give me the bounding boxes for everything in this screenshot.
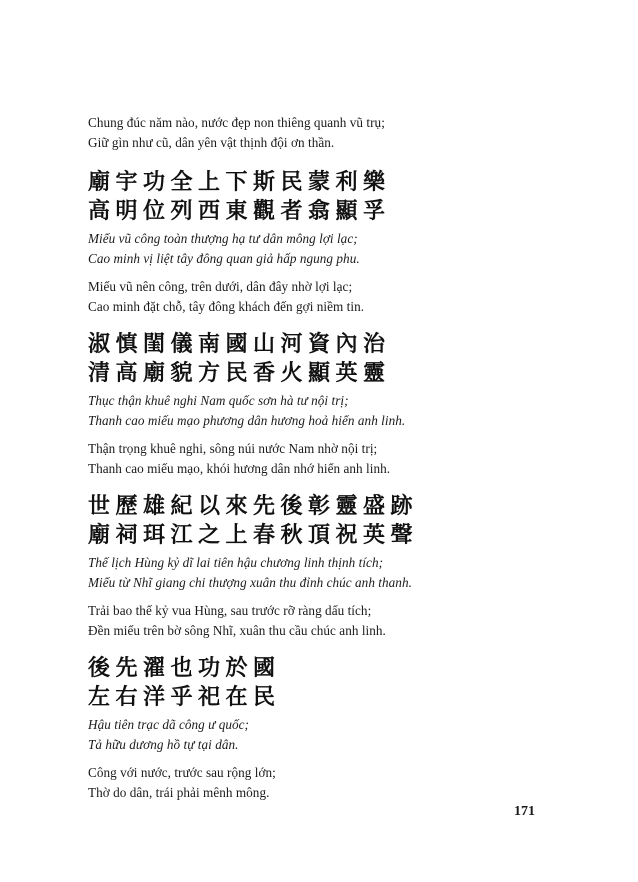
document-page bbox=[88, 113, 568, 802]
translation-line: Đền miếu trên bờ sông Nhĩ, xuân thu cầu chúc anh linh. bbox=[88, 622, 386, 638]
page-number: 171 bbox=[514, 804, 535, 819]
han-couplet-line: 廟宇功全上下斯民蒙利樂 bbox=[88, 169, 391, 195]
translation-line: Trải bao thế kỷ vua Hùng, sau trước rỡ ràng dấu tích; bbox=[88, 603, 372, 618]
han-couplet-line: 左右洋乎祀在民 bbox=[88, 684, 281, 710]
translation-line: Thận trọng khuê nghi, sông núi nước Nam nhờ nội trị; bbox=[88, 441, 378, 456]
translation-line: Chung đúc năm nào, nước đẹp non thiêng quanh vũ trụ; bbox=[88, 115, 385, 130]
translation-line: Thờ do dân, trái phải mênh mông. bbox=[88, 784, 270, 800]
han-couplet-line: 清高廟貌方民香火顯英靈 bbox=[88, 360, 391, 386]
verse-4 bbox=[88, 654, 568, 802]
verse-opening bbox=[88, 113, 568, 152]
transliteration-line: Hậu tiên trạc dã công ư quốc; bbox=[88, 717, 250, 732]
transliteration-line: Thế lịch Hùng kỷ dĩ lai tiên hậu chương linh thịnh tích; bbox=[88, 555, 384, 570]
verse-3 bbox=[88, 492, 568, 640]
transliteration-line: Thanh cao miếu mạo phương dân hương hoả hiển anh linh. bbox=[88, 412, 406, 428]
transliteration-line: Thục thận khuê nghi Nam quốc sơn hà tư nội trị; bbox=[88, 393, 349, 408]
transliteration-line: Cao minh vị liệt tây đông quan giả hấp ngung phu. bbox=[88, 250, 360, 266]
translation-line: Giữ gìn như cũ, dân yên vật thịnh đội ơn thần. bbox=[88, 134, 335, 150]
han-couplet-line: 後先濯也功於國 bbox=[88, 655, 281, 681]
translation-line: Miếu vũ nên công, trên dưới, dân đây nhờ lợi lạc; bbox=[88, 279, 353, 294]
transliteration-line: Tả hữu dương hồ tự tại dân. bbox=[88, 736, 239, 752]
translation-line: Cao minh đặt chỗ, tây đông khách đến gợi niềm tin. bbox=[88, 298, 365, 314]
han-couplet-line: 淑慎閨儀南國山河資內治 bbox=[88, 331, 391, 357]
verse-2 bbox=[88, 330, 568, 478]
transliteration-line: Miếu vũ công toàn thượng hạ tư dân mông lợi lạc; bbox=[88, 231, 358, 246]
han-couplet-line: 廟祠珥江之上春秋頂祝英聲 bbox=[88, 522, 419, 548]
verse-1 bbox=[88, 168, 568, 316]
han-couplet-line: 高明位列西東觀者翕顯孚 bbox=[88, 198, 391, 224]
translation-line: Công với nước, trước sau rộng lớn; bbox=[88, 765, 276, 780]
transliteration-line: Miếu từ Nhĩ giang chi thượng xuân thu đỉnh chúc anh thanh. bbox=[88, 574, 412, 590]
han-couplet-line: 世歷雄紀以來先後彰靈盛跡 bbox=[88, 493, 419, 519]
translation-line: Thanh cao miếu mạo, khói hương dân nhớ hiển anh linh. bbox=[88, 460, 391, 476]
